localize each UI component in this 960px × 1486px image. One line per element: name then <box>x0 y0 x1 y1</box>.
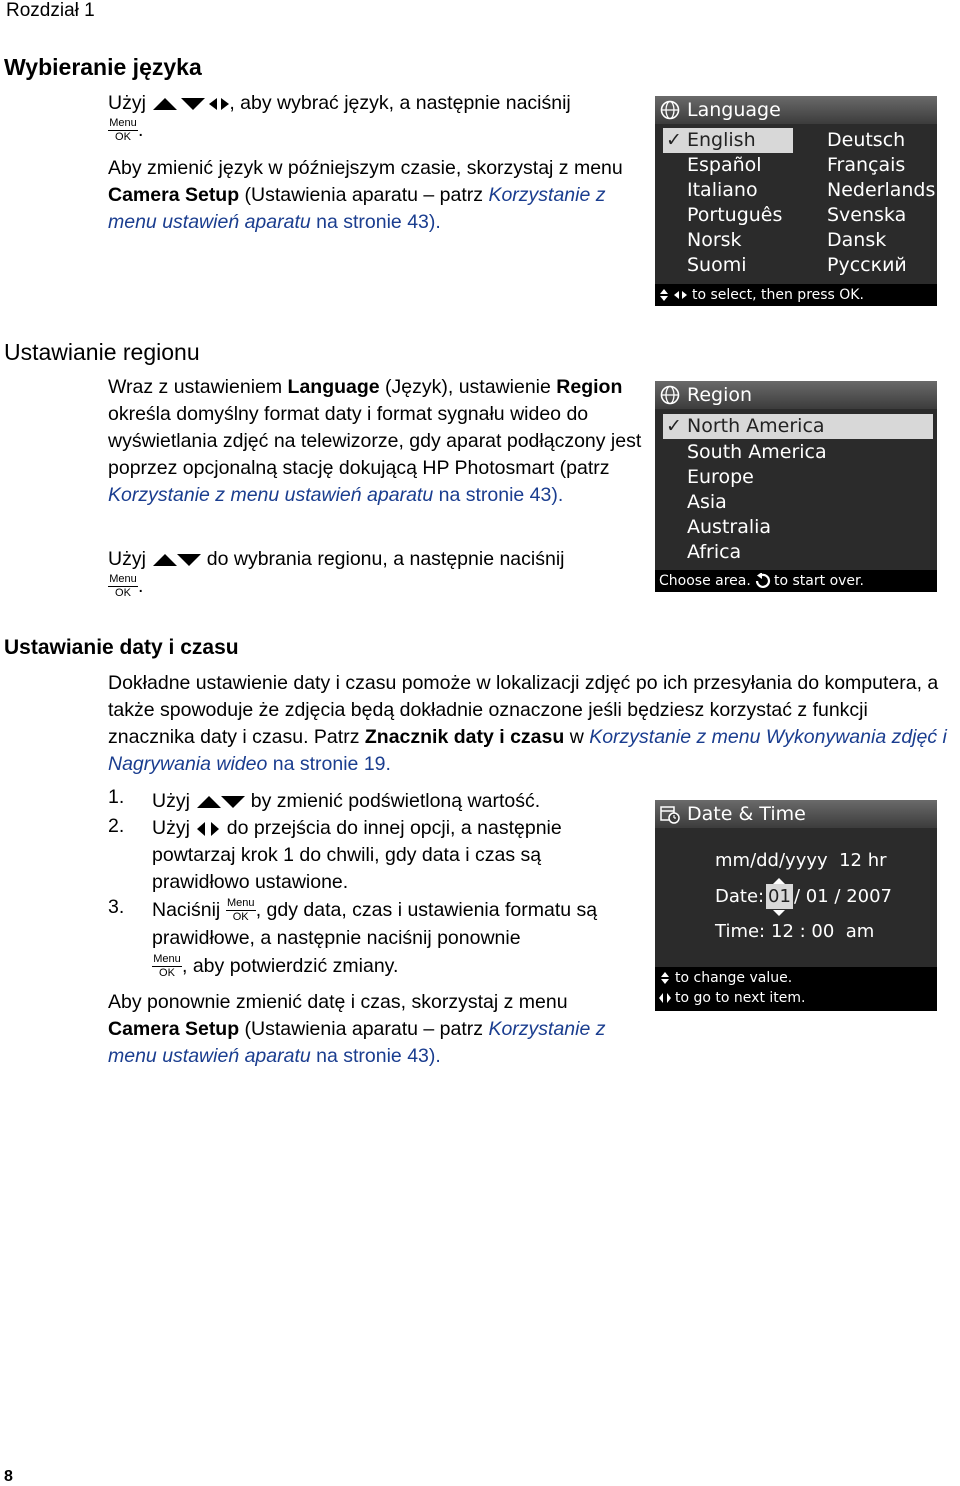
check-icon: ✓ <box>666 129 682 151</box>
up-arrow-icon <box>773 878 785 884</box>
screen-footer <box>655 284 937 306</box>
language-option[interactable]: English <box>687 129 756 151</box>
screen-header <box>655 96 937 124</box>
page-number: 8 <box>4 1468 13 1485</box>
footer-hint: to go to next item. <box>675 990 806 1006</box>
section-title-language: Wybieranie języka <box>4 54 202 80</box>
language-option[interactable]: Svenska <box>827 204 907 226</box>
down-arrow-icon <box>773 910 785 916</box>
bold-term: Camera Setup <box>108 184 240 206</box>
up-down-arrows-icon <box>195 793 245 811</box>
screen-header <box>655 381 937 409</box>
bold-term: Region <box>556 376 623 398</box>
step-2 <box>152 815 642 896</box>
footer-hint: to change value. <box>675 970 793 986</box>
screen-title: Language <box>687 99 781 121</box>
bold-term: Znacznik daty i czasu <box>364 726 565 748</box>
cross-reference-link[interactable]: Korzystanie z menu ustawień aparatu <box>108 1018 606 1067</box>
step-3 <box>152 896 642 980</box>
page-reference-link[interactable]: na stronie 43). <box>310 1045 441 1067</box>
up-down-arrows-icon <box>660 971 670 985</box>
menu-ok-icon: Menu OK <box>109 117 137 144</box>
chapter-header: Rozdział 1 <box>6 0 95 21</box>
left-right-arrows-icon <box>658 992 672 1004</box>
up-down-arrows-icon <box>151 551 201 569</box>
screen-header <box>655 800 937 828</box>
text-fragment: , aby wybrać język, a następnie naciśnij <box>229 92 571 114</box>
text-fragment: Naciśnij <box>152 899 221 921</box>
cross-reference-link[interactable]: Korzystanie z menu ustawień aparatu <box>108 484 434 506</box>
text-fragment: Wraz z ustawieniem <box>108 376 288 398</box>
globe-icon <box>660 100 680 120</box>
bold-term: Language <box>287 376 380 398</box>
language-paragraph-1: Użyj , aby wybrać język, a następnie naciśnij Menu OK . <box>108 92 571 144</box>
text-fragment: by zmienić podświetloną wartość. <box>245 790 541 812</box>
text-fragment: Użyj <box>152 817 190 839</box>
region-paragraph-1 <box>108 374 643 509</box>
language-option[interactable]: Suomi <box>687 254 747 276</box>
text-fragment: do przejścia do innej opcji, a następnie powtarzaj krok 1 do chwili, gdy data i czas są prawidłowo ustawione. <box>152 817 562 893</box>
back-arrow-icon <box>753 573 771 589</box>
step-1 <box>152 788 642 815</box>
step-number: 3. <box>108 896 125 918</box>
language-paragraph-2 <box>108 155 648 236</box>
language-option[interactable]: Русский <box>827 254 907 276</box>
cross-reference-link[interactable]: Korzystanie z menu ustawień aparatu <box>108 184 606 233</box>
language-option[interactable]: Français <box>827 154 906 176</box>
navigation-arrows-icon <box>659 288 689 302</box>
footer-hint: Choose area. <box>659 573 751 589</box>
up-down-left-right-arrows-icon <box>151 95 229 113</box>
screen-footer <box>655 967 937 1011</box>
language-option[interactable]: Português <box>687 204 783 226</box>
text-fragment: Użyj <box>108 92 146 114</box>
time-label: Time: <box>715 921 766 942</box>
page-reference-link[interactable]: na stronie 19. <box>267 753 391 775</box>
footer-hint: to select, then press OK. <box>692 287 864 303</box>
region-option[interactable]: Asia <box>687 491 727 513</box>
text-fragment: , aby potwierdzić zmiany. <box>182 955 399 977</box>
camera-screen-region <box>655 381 937 592</box>
step-number: 2. <box>108 815 125 837</box>
screen-title: Region <box>687 384 753 406</box>
language-option[interactable]: Dansk <box>827 229 887 251</box>
bold-term: Camera Setup <box>108 1018 240 1040</box>
menu-ok-icon: Menu OK <box>226 897 255 924</box>
region-paragraph-2: Użyj do wybrania regionu, a następnie naciśnij Menu OK . <box>108 548 565 600</box>
language-option[interactable]: Español <box>687 154 762 176</box>
check-icon: ✓ <box>666 415 682 437</box>
text-fragment: Aby ponownie zmienić datę i czas, skorzystaj z menu <box>108 991 568 1013</box>
datetime-paragraph-2 <box>108 989 638 1070</box>
menu-ok-icon: Menu OK <box>153 953 181 980</box>
region-option[interactable]: Africa <box>687 541 742 563</box>
language-option[interactable]: Deutsch <box>827 129 906 151</box>
language-option[interactable]: Norsk <box>687 229 742 251</box>
time-field[interactable]: 12 : 00 am <box>771 921 875 942</box>
text-fragment: Użyj <box>152 790 190 812</box>
section-title-region: Ustawianie regionu <box>4 339 200 365</box>
left-right-arrows-icon <box>195 820 221 838</box>
page-reference-link[interactable]: na stronie 43). <box>310 211 441 233</box>
date-month-field[interactable]: 01 <box>768 886 791 907</box>
camera-screen-datetime <box>655 800 937 1011</box>
region-option[interactable]: South America <box>687 441 827 463</box>
region-option[interactable]: Australia <box>687 516 772 538</box>
camera-screen-language <box>655 96 937 306</box>
text-fragment: (Język), ustawienie <box>379 376 557 398</box>
section-title-datetime: Ustawianie daty i czasu <box>4 636 239 659</box>
language-option[interactable]: Nederlands <box>827 179 936 201</box>
text-fragment: , gdy data, czas i ustawienia formatu są prawidłowe, a następnie naciśnij ponownie <box>152 899 598 949</box>
date-label: Date: <box>715 886 765 907</box>
date-format-setting[interactable]: mm/dd/yyyy 12 hr <box>715 850 887 871</box>
page-reference-link[interactable]: na stronie 43). <box>433 484 564 506</box>
footer-hint: to start over. <box>774 573 864 589</box>
text-fragment: określa domyślny format daty i format sygnału wideo do wyświetlania zdjęć na telewizorze, gdy aparat podłączony jest poprzez opcjonalną stację dokującą HP Photosmart (patrz <box>108 403 642 479</box>
menu-ok-icon: Menu OK <box>109 573 137 600</box>
text-fragment: Aby zmienić język w późniejszym czasie, skorzystaj z menu <box>108 157 623 179</box>
calendar-clock-icon <box>660 804 680 824</box>
text-fragment: do wybrania regionu, a następnie naciśnij <box>201 548 565 570</box>
language-option[interactable]: Italiano <box>687 179 758 201</box>
date-rest-field[interactable]: / 01 / 2007 <box>794 886 893 907</box>
screen-title: Date & Time <box>687 803 806 825</box>
text-fragment: (Ustawienia aparatu – patrz <box>239 184 489 206</box>
screen-footer <box>655 570 937 592</box>
datetime-paragraph-1 <box>108 670 958 778</box>
text-fragment: Użyj <box>108 548 146 570</box>
text-fragment: (Ustawienia aparatu – patrz <box>239 1018 489 1040</box>
text-fragment: Dokładne ustawienie daty i czasu pomoże w lokalizacji zdjęć po ich przesyłania do komputera, a także spowoduje że zdjęcia będą dokładnie oznaczone jeśli będziesz korzystać z funkcji znacznika daty i czasu. Patrz <box>108 672 939 748</box>
region-option[interactable]: Europe <box>687 466 754 488</box>
text-fragment: w <box>564 726 590 748</box>
cross-reference-link[interactable]: Korzystanie z menu Wykonywania zdjęć i Nagrywania wideo <box>108 726 947 775</box>
region-option[interactable]: North America <box>687 415 825 437</box>
step-number: 1. <box>108 786 125 808</box>
globe-icon <box>660 385 680 405</box>
